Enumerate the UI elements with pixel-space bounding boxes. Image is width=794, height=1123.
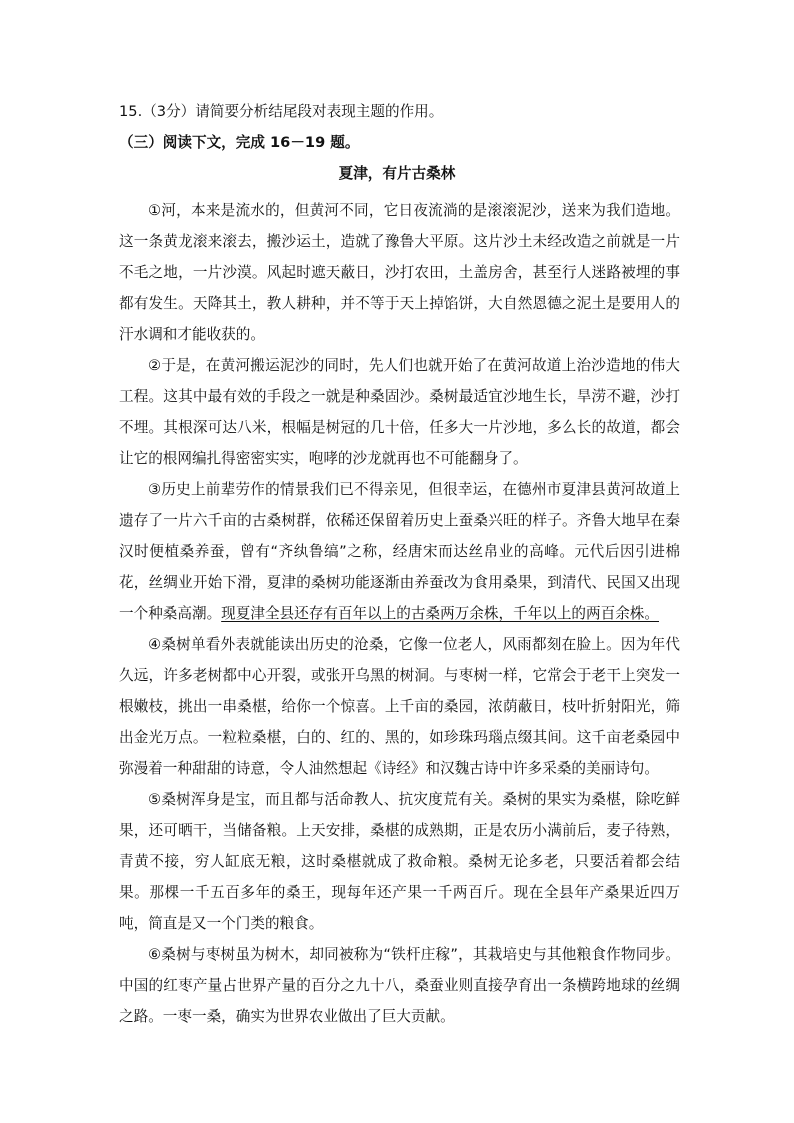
paragraph-3-text: ③历史上前辈劳作的情景我们已不得亲见，但很幸运，在德州市夏津县黄河故道上遗存了一片六千亩的古桑树群，依稀还保留着历史上蚕桑兴旺的样子。齐鲁大地早在秦汉时便植桑养蚕，曾有“齐纨鲁缟”之称，经唐宋而达丝帛业的高峰。元代后因引进棉花，丝绸业开始下滑，夏津的桑树功能逐渐由养蚕改为食用桑果，到清代、民国又出现一个种桑高潮。 [119, 481, 680, 622]
paragraph-4: ④桑树单看外表就能读出历史的沧桑，它像一位老人，风雨都刻在脸上。因为年代久远，许多老树都中心开裂，或张开乌黑的树洞。与枣树一样，它常会于老干上突发一根嫩枝，挑出一串桑椹，给你一个惊喜。上千亩的桑园，浓荫蔽日，枝叶折射阳光，筛出金光万点。一粒粒桑椹，白的、红的、黑的，如珍珠玛瑙点缀其间。这千亩老桑园中弥漫着一种甜甜的诗意，令人油然想起《诗经》和汉魏古诗中许多采桑的美丽诗句。 [119, 636, 680, 777]
question-15: 15.（3分）请简要分析结尾段对表现主题的作用。 [119, 103, 444, 120]
paragraph-2: ②于是，在黄河搬运泥沙的同时，先人们也就开始了在黄河故道上治沙造地的伟大工程。这其中最有效的手段之一就是种桑固沙。桑树最适宜沙地生长，旱涝不避，沙打不埋。其根深可达八米，根幅是树冠的几十倍，任多大一片沙地，多么长的故道，都会让它的根网编扎得密密实实，咆哮的沙龙就再也不可能翻身了。 [119, 357, 680, 467]
article-title: 夏津，有片古桑林 [338, 165, 456, 182]
underlined-sentence: 现夏津全县还存有百年以上的古桑两万余株，千年以上的两百余株。 [221, 605, 659, 622]
paragraph-3 [119, 474, 680, 629]
paragraph-5: ⑤桑树浑身是宝，而且都与活命教人、抗灾度荒有关。桑树的果实为桑椹，除吃鲜果，还可晒干，当储备粮。上天安排，桑椹的成熟期，正是农历小满前后，麦子待熟，青黄不接，穷人缸底无粮，这时桑椹就成了救命粮。桑树无论多老，只要活着都会结果。那棵一千五百多年的桑王，现每年还产果一千两百斤。现在全县年产桑果近四万吨，简直是又一个门类的粮食。 [119, 791, 680, 932]
paragraph-6: ⑥桑树与枣树虽为树木，却同被称为“铁杆庄稼”，其栽培史与其他粮食作物同步。中国的红枣产量占世界产量的百分之九十八，桑蚕业则直接孕育出一条横跨地球的丝绸之路。一枣一桑，确实为世界农业做出了巨大贡献。 [119, 946, 680, 1025]
section-heading: （三）阅读下文，完成 16－19 题。 [119, 134, 360, 151]
paragraph-1: ①河，本来是流水的，但黄河不同，它日夜流淌的是滚滚泥沙，送来为我们造地。这一条黄龙滚来滚去，搬沙运土，造就了豫鲁大平原。这片沙土未经改造之前就是一片不毛之地，一片沙漠。风起时遮天蔽日，沙打农田，土盖房舍，甚至行人迷路被埋的事都有发生。天降其土，教人耕种，并不等于天上掉馅饼，大自然恩德之泥土是要用人的汗水调和才能收获的。 [119, 202, 680, 343]
